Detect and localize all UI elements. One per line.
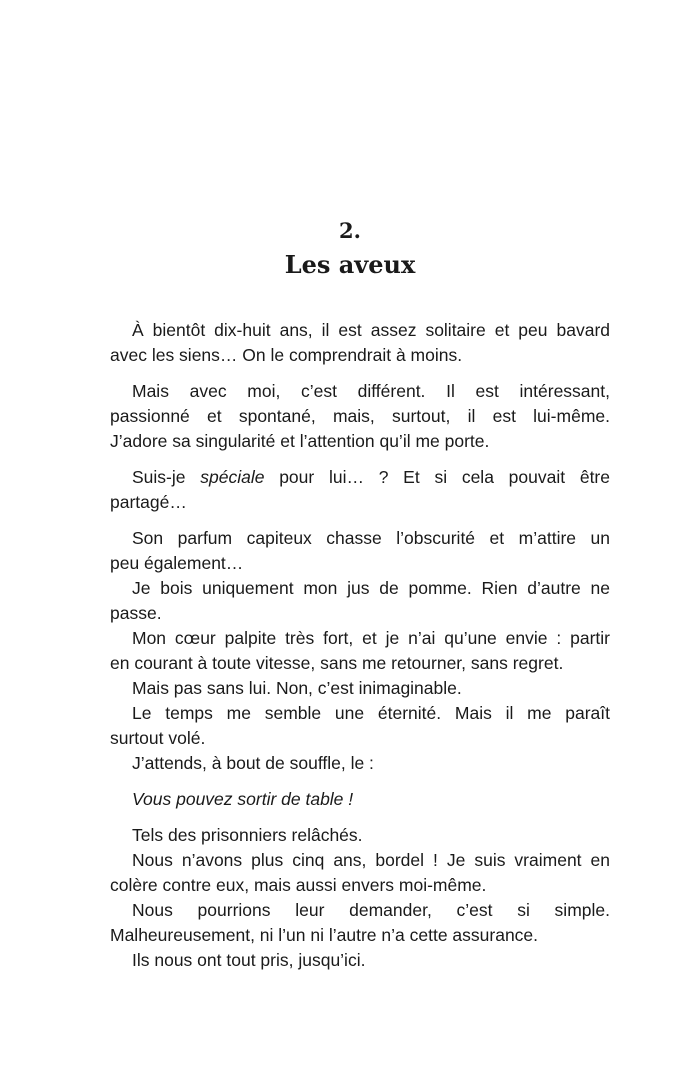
italic-line: Vous pouvez sortir de table ! bbox=[132, 789, 354, 809]
text-line: Le temps me semble une éternité. Mais il me paraît bbox=[132, 703, 610, 723]
text-line: peu également… bbox=[110, 553, 244, 573]
text-line: Nous n’avons plus cinq ans, bordel ! Je suis vraiment en bbox=[132, 850, 610, 870]
text-line: J’attends, à bout de souffle, le : bbox=[132, 753, 374, 773]
chapter-number: 2. bbox=[339, 218, 361, 243]
text-line: À bientôt dix-huit ans, il est assez solitaire et peu bavard bbox=[132, 320, 610, 340]
paragraph bbox=[110, 751, 610, 776]
text-line: surtout volé. bbox=[110, 728, 206, 748]
text-line: Ils nous ont tout pris, jusqu’ici. bbox=[132, 950, 366, 970]
text-line: Mon cœur palpite très fort, et je n’ai qu’une envie : partir bbox=[132, 628, 610, 648]
text-line: Tels des prisonniers relâchés. bbox=[132, 825, 363, 845]
paragraph bbox=[110, 676, 610, 701]
paragraph bbox=[110, 898, 610, 948]
text-line: Mais avec moi, c’est différent. Il est intéressant, bbox=[132, 381, 610, 401]
paragraph bbox=[110, 318, 610, 368]
paragraph bbox=[110, 626, 610, 676]
text-line bbox=[110, 787, 610, 812]
text-line: Nous pourrions leur demander, c’est si simple. bbox=[132, 900, 610, 920]
paragraph bbox=[110, 787, 610, 812]
paragraph bbox=[110, 948, 610, 973]
paragraph bbox=[110, 576, 610, 626]
text-line: Suis-je spéciale pour lui… ? Et si cela pouvait être bbox=[132, 467, 610, 487]
paragraph bbox=[110, 526, 610, 576]
paragraph bbox=[110, 465, 610, 515]
chapter-title: Les aveux bbox=[284, 250, 416, 279]
emphasis: spéciale bbox=[200, 467, 265, 487]
text-line: J’adore sa singularité et l’attention qu’il me porte. bbox=[110, 431, 490, 451]
text-line: Je bois uniquement mon jus de pomme. Rien d’autre ne bbox=[132, 578, 610, 598]
text-line: avec les siens… On le comprendrait à moins. bbox=[110, 345, 463, 365]
text-line: Mais pas sans lui. Non, c’est inimaginable. bbox=[132, 678, 462, 698]
paragraph bbox=[110, 848, 610, 898]
paragraph bbox=[110, 823, 610, 848]
chapter-body bbox=[110, 318, 610, 973]
text-line: Son parfum capiteux chasse l’obscurité et m’attire un bbox=[132, 528, 610, 548]
paragraph bbox=[110, 379, 610, 454]
text-line: passionné et spontané, mais, surtout, il est lui-même. bbox=[110, 406, 610, 426]
paragraph bbox=[110, 701, 610, 751]
text-line: colère contre eux, mais aussi envers moi-même. bbox=[110, 875, 487, 895]
text-line: partagé… bbox=[110, 492, 187, 512]
text-line: Malheureusement, ni l’un ni l’autre n’a cette assurance. bbox=[110, 925, 539, 945]
text-line: en courant à toute vitesse, sans me retourner, sans regret. bbox=[110, 653, 564, 673]
text-line: passe. bbox=[110, 603, 162, 623]
